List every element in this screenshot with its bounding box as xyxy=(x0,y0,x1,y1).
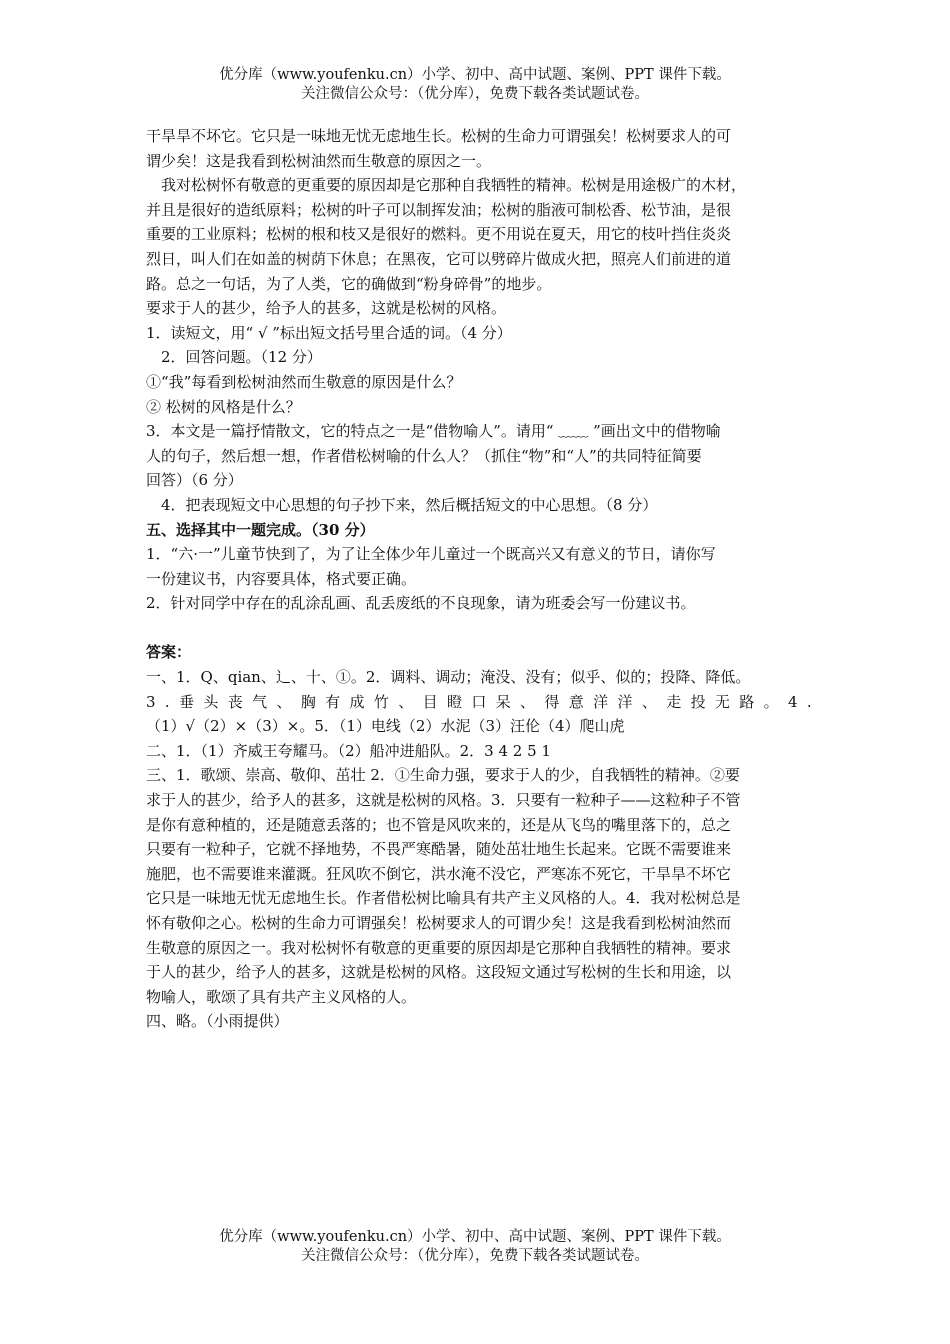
passage-line: 我对松树怀有敬意的更重要的原因却是它那种自我牺牲的精神。松树是用途极广的木材， xyxy=(161,176,747,195)
answer-line: 物喻人，歌颂了具有共产主义风格的人。 xyxy=(146,987,417,1006)
passage-line: 重要的工业原料；松树的根和枝又是很好的燃料。更不用说在夏天，用它的枝叶挡住炎炎 xyxy=(146,225,732,244)
answer-glyph: 、 xyxy=(520,692,536,711)
passage-line: 谓少矣！这是我看到松树油然而生敬意的原因之一。 xyxy=(146,151,492,170)
question-2a: ①“我”每看到松树油然而生敬意的原因是什么？ xyxy=(146,372,462,391)
answer-glyph: 洋 xyxy=(617,692,633,711)
answer-glyph: 竹 xyxy=(373,692,389,711)
section-5-option-2: 2．针对同学中存在的乱涂乱画、乱丢废纸的不良现象，请为班委会写一份建议书。 xyxy=(146,594,696,613)
answer-glyph: 3 xyxy=(146,692,156,711)
answer-line: 四、略。（小雨提供） xyxy=(146,1012,289,1031)
answer-line: 怀有敬仰之心。松树的生命力可谓强矣！松树要求人的可谓少矣！这是我看到松树油然而 xyxy=(146,914,732,932)
passage-line: 要求于人的甚少，给予人的甚多，这就是松树的风格。 xyxy=(146,299,507,318)
passage-line: 并且是很好的造纸原料；松树的叶子可以制挥发油；松树的脂液可制松香、松节油，是很 xyxy=(146,200,732,219)
answer-line: 于人的甚少，给予人的甚多，这就是松树的风格。这段短文通过写松树的生长和用途，以 xyxy=(146,963,732,982)
answer-line: 二、1．（1）齐威王夸耀马。（2）船冲进船队。2．3 4 2 5 1 xyxy=(146,741,551,760)
footer-line-2: 关注微信公众号：（优分库），免费下载各类试题试卷。 xyxy=(301,1248,649,1264)
answer-glyph: 得 xyxy=(544,692,560,711)
answer-glyph: . xyxy=(806,692,812,711)
answers-heading: 答案： xyxy=(146,643,192,662)
answer-glyph: 丧 xyxy=(227,692,243,711)
answer-glyph: 走 xyxy=(666,692,682,711)
answer-line: 施肥，也不需要谁来灌溉。狂风吹不倒它，洪水淹不没它，严寒冻不死它，干旱旱不坏它 xyxy=(146,864,732,883)
page-footer xyxy=(0,1228,950,1266)
answer-line: 它只是一味地无忧无虑地生长。作者借松树比喻具有共产主义风格的人。4．我对松树总是 xyxy=(146,889,741,908)
answer-glyph: 、 xyxy=(398,692,414,711)
answer-glyph: 气 xyxy=(252,692,268,711)
question-3: 回答）（6 分） xyxy=(146,471,243,490)
answer-line: 三、1．歌颂、崇高、敬仰、茁壮 2．①生命力强，要求于人的少，自我牺牲的精神。②要 xyxy=(146,766,740,785)
footer-line-1: 优分库（www.youfenku.cn）小学、初中、高中试题、案例、PPT 课件下载。 xyxy=(219,1229,731,1245)
answer-line: 求于人的甚少，给予人的甚多，这就是松树的风格。3．只要有一粒种子——这粒种子不管 xyxy=(146,791,741,810)
answer-glyph: 垂 xyxy=(179,692,195,711)
passage-line: 干旱旱不坏它。它只是一味地无忧无虑地生长。松树的生命力可谓强矣！松树要求人的可 xyxy=(146,127,732,145)
section-5-option-1: 1．“六·一”儿童节快到了，为了让全体少年儿童过一个既高兴又有意义的节日，请你写 xyxy=(146,545,716,564)
answer-line: （1）√（2）×（3）×。5．（1）电线（2）水泥（3）汪伦（4）爬山虎 xyxy=(146,717,625,736)
answer-glyph: . xyxy=(164,692,170,711)
answer-line: 只要有一粒种子，它就不择地势，不畏严寒酷暑，随处茁壮地生长起来。它既不需要谁来 xyxy=(146,840,732,859)
answer-glyph: 投 xyxy=(690,692,706,711)
passage-line: 路。总之一句话，为了人类，它的确做到“粉身碎骨”的地步。 xyxy=(146,274,552,293)
answer-glyph: 、 xyxy=(276,692,292,711)
answer-glyph: 无 xyxy=(714,692,730,711)
question-1: 1．读短文，用“ √ ”标出短文括号里合适的词。（4 分） xyxy=(146,323,512,342)
answer-glyph: 瞪 xyxy=(446,692,462,711)
question-3: 3．本文是一篇抒情散文，它的特点之一是“借物喻人”。请用“ ﹏﹏ ”画出文中的借物喻 xyxy=(146,422,721,441)
answer-line: 一、1．Q、qian、⻌、十、①。2．调料、调动；淹没、没有；似乎、似的；投降、降低。 xyxy=(146,668,751,687)
question-2b: ② 松树的风格是什么？ xyxy=(146,397,301,416)
document-body xyxy=(146,124,812,1034)
answer-glyph: 有 xyxy=(325,692,341,711)
passage-line: 烈日，叫人们在如盖的树荫下休息；在黑夜，它可以劈碎片做成火把，照亮人们前进的道 xyxy=(146,249,732,268)
section-5-heading: 五、选择其中一题完成。（30 分） xyxy=(146,520,375,539)
answer-glyph: 路 xyxy=(739,692,755,711)
spacer xyxy=(146,616,812,641)
answer-line: 生敬意的原因之一。我对松树怀有敬意的更重要的原因却是它那种自我牺牲的精神。要求 xyxy=(146,938,732,957)
question-2: 2．回答问题。（12 分） xyxy=(161,348,322,367)
page-header xyxy=(0,66,950,104)
answer-line: 是你有意种植的，还是随意丢落的；也不管是风吹来的，还是从飞鸟的嘴里落下的，总之 xyxy=(146,815,732,834)
answer-glyph: 4 xyxy=(788,692,798,711)
answer-glyph: 胸 xyxy=(300,692,316,711)
question-4: 4．把表现短文中心思想的句子抄下来，然后概括短文的中心思想。（8 分） xyxy=(161,495,658,514)
header-line-2: 关注微信公众号：（优分库），免费下载各类试题试卷。 xyxy=(301,86,649,102)
answer-glyph: 呆 xyxy=(495,692,511,711)
answer-glyph: 意 xyxy=(568,692,584,711)
section-5-option-1: 一份建议书，内容要具体，格式要正确。 xyxy=(146,569,417,588)
answer-glyph: 洋 xyxy=(593,692,609,711)
answer-glyph: 。 xyxy=(763,692,779,711)
answer-glyph: 头 xyxy=(203,692,219,711)
answer-line-justified xyxy=(146,690,812,715)
answer-glyph: 口 xyxy=(471,692,487,711)
header-line-1: 优分库（www.youfenku.cn）小学、初中、高中试题、案例、PPT 课件下载。 xyxy=(219,67,731,83)
question-3: 人的句子，然后想一想，作者借松树喻的什么人？（抓住“物”和“人”的共同特征简要 xyxy=(146,446,702,465)
answer-glyph: 成 xyxy=(349,692,365,711)
answer-glyph: 、 xyxy=(641,692,657,711)
answer-glyph: 目 xyxy=(422,692,438,711)
